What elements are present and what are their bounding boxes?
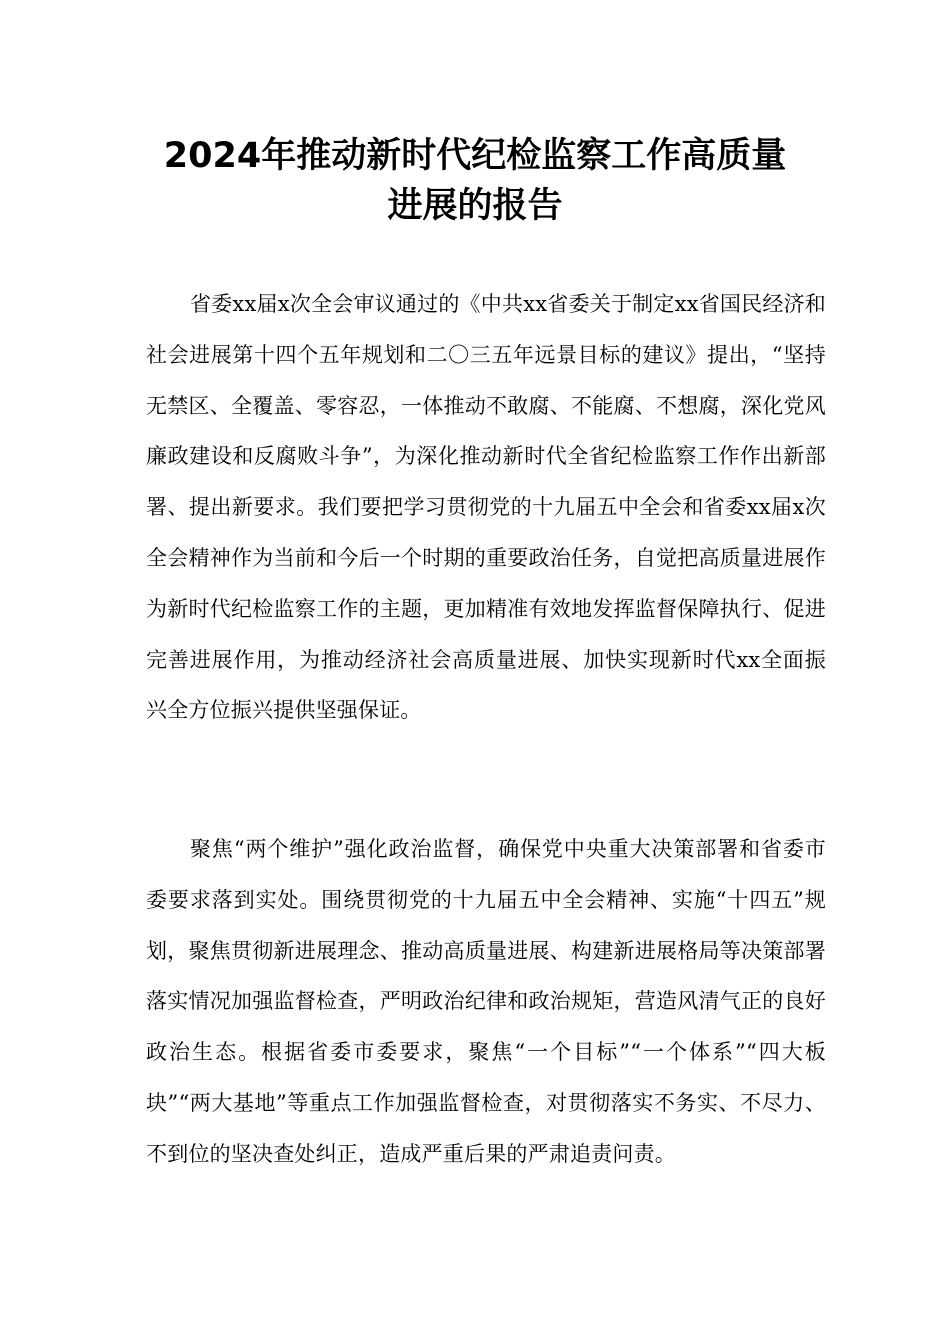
document-title-line-2: 进展的报告 (387, 186, 563, 226)
body-paragraph-1: 省委xx届x次全会审议通过的《中共xx省委关于制定xx省国民经济和社会进展第十四个五年规划和二〇三五年远景目标的建议》提出，“坚持无禁区、全覆盖、零容忍，一体推动不敢腐、不能腐、不想腐，深化党风廉政建设和反腐败斗争”，为深化推动新时代全省纪检监察工作作出新部署、提出新要求。我们要把学习贯彻党的十九届五中全会和省委xx届x次全会精神作为当前和今后一个时期的重要政治任务，自觉把高质量进展作为新时代纪检监察工作的主题，更加精准有效地发挥监督保障执行、促进完善进展作用，为推动经济社会高质量进展、加快实现新时代xx全面振兴全方位振兴提供坚强保证。 (146, 292, 826, 723)
document-title-line-1: 2024年推动新时代纪检监察工作高质量 (163, 136, 787, 176)
body-paragraph-2: 聚焦“两个维护”强化政治监督，确保党中央重大决策部署和省委市委要求落到实处。围绕贯彻党的十九届五中全会精神、实施“十四五”规划，聚焦贯彻新进展理念、推动高质量进展、构建新进展格局等决策部署落实情况加强监督检查，严明政治纪律和政治规矩，营造风清气正的良好政治生态。根据省委市委要求，聚焦“一个目标”“一个体系”“四大板块”“两大基地”等重点工作加强监督检查，对贯彻落实不务实、不尽力、不到位的坚决查处纠正，造成严重后果的严肃追责问责。 (146, 837, 826, 1166)
